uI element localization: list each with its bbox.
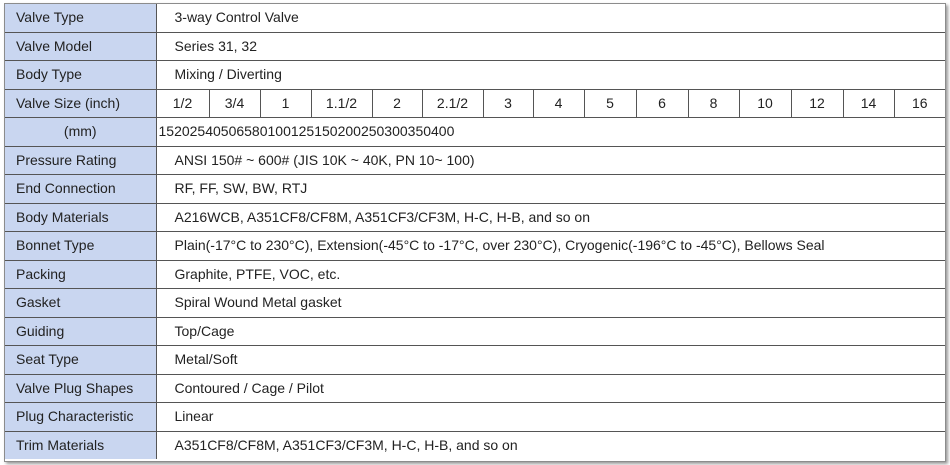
row-label: Valve Type xyxy=(5,4,156,32)
row-value: Contoured / Cage / Pilot xyxy=(156,374,945,403)
table-row xyxy=(5,374,945,403)
row-value: Linear xyxy=(156,403,945,432)
size-cell: 12 xyxy=(791,89,843,118)
size-cell: 2 xyxy=(372,89,422,118)
row-value: ANSI 150# ~ 600# (JIS 10K ~ 40K, PN 10~ 100) xyxy=(156,146,945,175)
table-row xyxy=(5,61,945,90)
row-label: (mm) xyxy=(5,118,156,147)
size-cell: 3/4 xyxy=(209,89,260,118)
table-row xyxy=(5,32,945,61)
size-cell: 8 xyxy=(688,89,739,118)
row-label: Bonnet Type xyxy=(5,232,156,261)
size-cell: 6 xyxy=(636,89,688,118)
valve-spec-table xyxy=(5,4,945,459)
size-cell: 5 xyxy=(584,89,636,118)
table-row xyxy=(5,260,945,289)
row-label: Guiding xyxy=(5,317,156,346)
size-cell: 1.1/2 xyxy=(311,89,372,118)
row-label: Valve Plug Shapes xyxy=(5,374,156,403)
table-row xyxy=(5,118,945,147)
table-row xyxy=(5,317,945,346)
row-value: 15202540506580100125150200250300350400 xyxy=(156,118,945,147)
row-value: A216WCB, A351CF8/CF8M, A351CF3/CF3M, H-C, H-B, and so on xyxy=(156,203,945,232)
row-label: End Connection xyxy=(5,175,156,204)
row-value: Series 31, 32 xyxy=(156,32,945,61)
table-row xyxy=(5,4,945,32)
row-value: Metal/Soft xyxy=(156,346,945,375)
row-value: Mixing / Diverting xyxy=(156,61,945,90)
row-value: 3-way Control Valve xyxy=(156,4,945,32)
table-row xyxy=(5,203,945,232)
row-value: Spiral Wound Metal gasket xyxy=(156,289,945,318)
row-label: Body Type xyxy=(5,61,156,90)
size-cell: 1/2 xyxy=(156,89,209,118)
size-cell: 4 xyxy=(533,89,584,118)
table-row xyxy=(5,346,945,375)
table-row xyxy=(5,431,945,459)
row-label: Body Materials xyxy=(5,203,156,232)
table-row xyxy=(5,175,945,204)
size-cell: 3 xyxy=(483,89,533,118)
table-row xyxy=(5,146,945,175)
row-label: Gasket xyxy=(5,289,156,318)
row-label: Plug Characteristic xyxy=(5,403,156,432)
table-row xyxy=(5,403,945,432)
size-cell: 1 xyxy=(260,89,311,118)
row-value: Top/Cage xyxy=(156,317,945,346)
row-value: RF, FF, SW, BW, RTJ xyxy=(156,175,945,204)
size-cell: 10 xyxy=(739,89,791,118)
row-label: Pressure Rating xyxy=(5,146,156,175)
table-row xyxy=(5,232,945,261)
row-label: Trim Materials xyxy=(5,431,156,459)
row-label: Seat Type xyxy=(5,346,156,375)
size-cell: 2.1/2 xyxy=(422,89,483,118)
row-label: Valve Size (inch) xyxy=(5,89,156,118)
row-value: Plain(-17°C to 230°C), Extension(-45°C to -17°C, over 230°C), Cryogenic(-196°C to -45°C), Bellows Seal xyxy=(156,232,945,261)
row-value: Graphite, PTFE, VOC, etc. xyxy=(156,260,945,289)
row-label: Valve Model xyxy=(5,32,156,61)
row-label: Packing xyxy=(5,260,156,289)
table-row xyxy=(5,89,945,118)
size-cell: 14 xyxy=(843,89,894,118)
spec-table-frame xyxy=(4,3,946,462)
size-cell: 16 xyxy=(894,89,945,118)
row-value: A351CF8/CF8M, A351CF3/CF3M, H-C, H-B, and so on xyxy=(156,431,945,459)
table-row xyxy=(5,289,945,318)
